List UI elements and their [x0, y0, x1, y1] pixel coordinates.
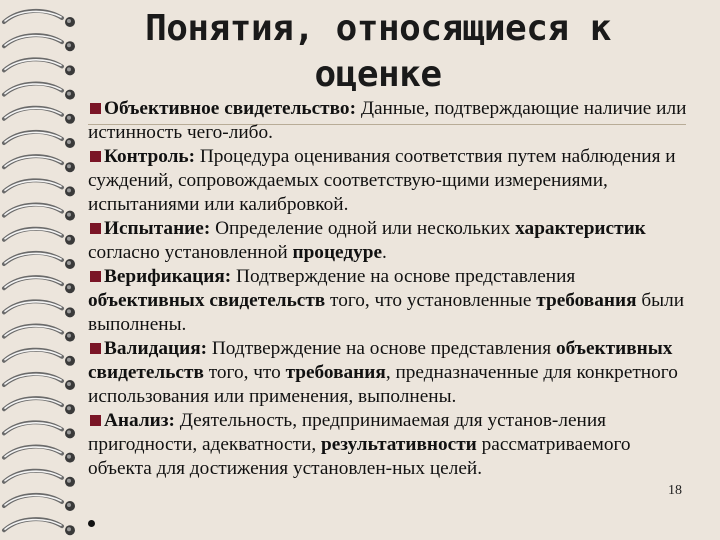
definition-keyword: требования [285, 362, 386, 383]
binding-ring [4, 398, 75, 414]
definition-item [88, 97, 688, 145]
definition-text: Процедура оценивания соответствия путем наблюдения и суждений, сопровождаемых соответствую-щими измерениями, испытаниями или калибровкой. [88, 146, 676, 215]
definition-text: того, что [203, 362, 286, 383]
spiral-binding [0, 0, 84, 540]
square-bullet-icon [90, 415, 101, 426]
binding-ring [4, 35, 75, 51]
binding-ring [4, 519, 75, 535]
binding-ring [4, 156, 75, 172]
definition-text: , предназначенные для конкретного использования или применения, выполнены. [88, 362, 678, 407]
definition-item [88, 145, 688, 217]
definition-term: Валидация: [104, 338, 208, 359]
square-bullet-icon [90, 343, 101, 354]
definition-text: были выполнены. [88, 290, 685, 335]
definition-text: Определение одной или нескольких [210, 218, 516, 239]
binding-ring [4, 59, 75, 75]
definition-text: того, что установленные [325, 290, 537, 311]
slide-number: 18 [668, 483, 682, 498]
definition-item [88, 337, 688, 409]
definition-item [88, 409, 688, 481]
definition-keyword: объективных свидетельств [88, 290, 326, 311]
square-bullet-icon [90, 151, 101, 162]
binding-ring [4, 326, 75, 342]
binding-ring [4, 205, 75, 221]
square-bullet-icon [90, 271, 101, 282]
binding-ring [4, 350, 75, 366]
definition-item [88, 217, 688, 265]
definition-item [88, 265, 688, 337]
empty-bullet-dot [88, 520, 95, 527]
binding-ring [4, 132, 75, 148]
binding-ring [4, 277, 75, 293]
definition-keyword: процедуре [292, 242, 383, 263]
binding-ring [4, 422, 75, 438]
binding-ring [4, 471, 75, 487]
definitions-list [88, 97, 688, 481]
definition-term: Анализ: [104, 410, 175, 431]
definition-text: Подтверждение на основе представления [231, 266, 576, 287]
binding-ring [4, 11, 75, 27]
definition-text: рассматриваемого объекта для достижения установлен-ных целей. [88, 434, 631, 479]
binding-ring [4, 84, 75, 100]
binding-ring [4, 447, 75, 463]
binding-ring [4, 374, 75, 390]
binding-ring [4, 301, 75, 317]
binding-ring [4, 495, 75, 511]
binding-ring [4, 253, 75, 269]
definition-term: Контроль: [104, 146, 196, 167]
square-bullet-icon [90, 223, 101, 234]
definition-keyword: объективных свидетельств [88, 338, 673, 383]
square-bullet-icon [90, 103, 101, 114]
definition-term: Объективное свидетельство: [104, 98, 356, 119]
binding-ring [4, 108, 75, 124]
definition-term: Верификация: [104, 266, 232, 287]
binding-ring [4, 229, 75, 245]
definition-text: Деятельность, предпринимаемая для установ-ления пригодности, адекватности, [88, 410, 607, 455]
definition-text: согласно установленной [88, 242, 293, 263]
definition-keyword: требования [536, 290, 637, 311]
definition-text: . [382, 242, 387, 263]
definition-keyword: результативности [321, 434, 477, 455]
definition-keyword: характеристик [515, 218, 646, 239]
definition-term: Испытание: [104, 218, 211, 239]
binding-ring [4, 180, 75, 196]
definition-text: Данные, подтверждающие наличие или истинность чего-либо. [88, 98, 687, 143]
definition-text: Подтверждение на основе представления [207, 338, 556, 359]
slide-title: Понятия, относящиеся к оценке [145, 8, 611, 95]
